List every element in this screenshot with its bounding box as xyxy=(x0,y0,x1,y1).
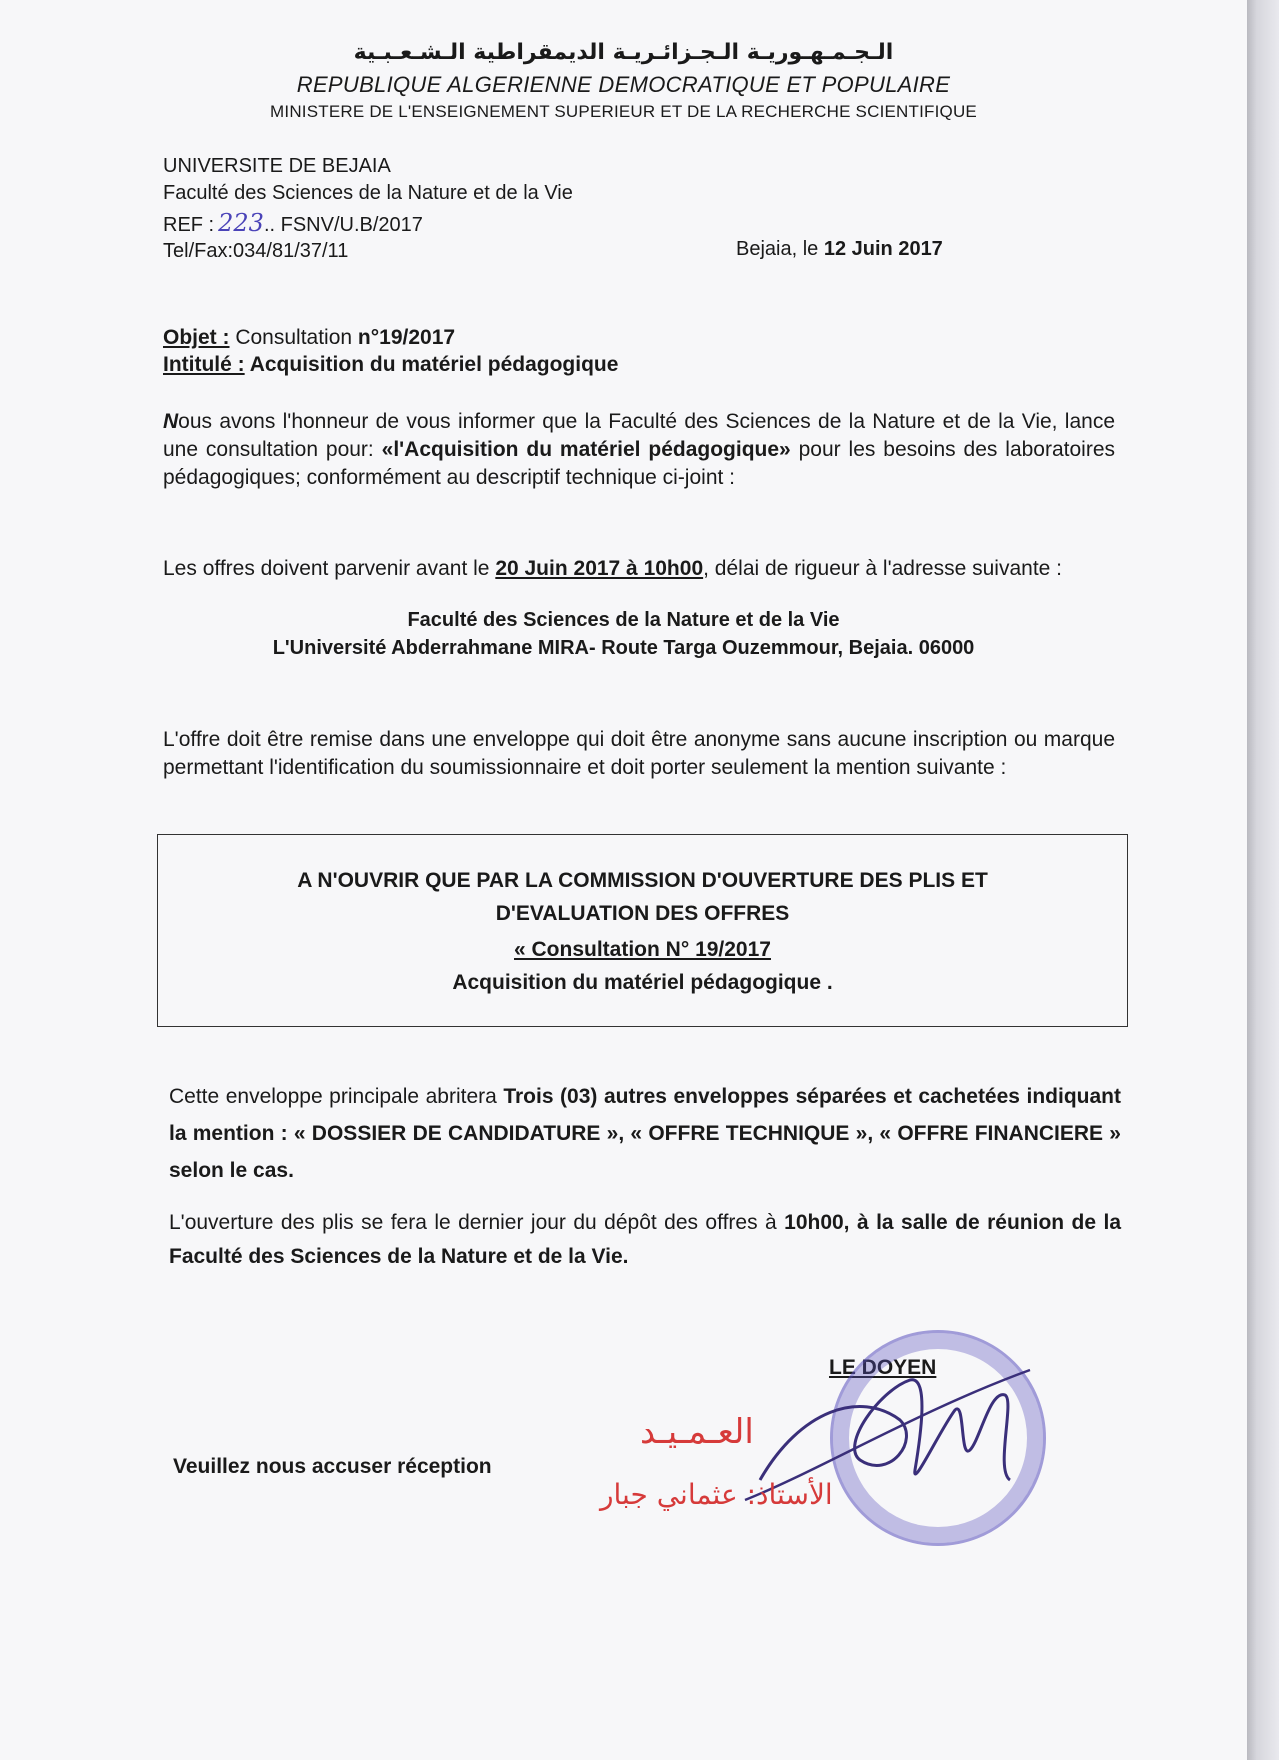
sender-tel: Tel/Fax:034/81/37/11 xyxy=(163,240,349,262)
mention-line-3: « Consultation N° 19/2017 xyxy=(514,938,771,961)
header-ministry: MINISTERE DE L'ENSEIGNEMENT SUPERIEUR ET DE LA RECHERCHE SCIENTIFIQUE xyxy=(270,102,977,121)
mention-line-4: Acquisition du matériel pédagogique . xyxy=(452,971,833,994)
opening-bold: 10h00, à la salle de réunion de la Faculté des Sciences de la Nature et de la Vie. xyxy=(169,1211,1121,1268)
intitule-text: Acquisition du matériel pédagogique xyxy=(244,353,619,376)
mention-line-1: A N'OUVRIR QUE PAR LA COMMISSION D'OUVERTURE DES PLIS ET xyxy=(297,869,988,892)
intro-text-a: ous avons l'honneur de vous informer que la Faculté des Sciences de la Nature et de la Vie, lance une consultation pour: xyxy=(163,410,1115,461)
intitule-label: Intitulé : xyxy=(163,353,245,376)
receipt-request: Veuillez nous accuser réception xyxy=(173,1455,492,1478)
paragraph-inner-envelopes xyxy=(169,1078,1121,1189)
inner-envelopes-text: Cette enveloppe principale abritera xyxy=(169,1085,504,1108)
header-republic: REPUBLIQUE ALGERIENNE DEMOCRATIQUE ET POPULAIRE xyxy=(296,72,951,97)
mention-box xyxy=(157,834,1128,1027)
date-prefix: Bejaia, le xyxy=(736,238,824,260)
scan-edge xyxy=(1247,0,1279,1760)
ref-number-handwritten: 223 xyxy=(218,209,264,237)
sender-ref xyxy=(163,209,423,237)
paragraph-envelope: L'offre doit être remise dans une enveloppe qui doit être anonyme sans aucune inscription ou marque permettant l'identification du soumissionnaire et doit porter seulement la mention suivante : xyxy=(163,728,1115,779)
sender-university: UNIVERSITE DE BEJAIA xyxy=(163,155,391,177)
inner-envelopes-bold: Trois (03) autres enveloppes séparées et cachetées indiquant la mention : « DOSSIER DE CANDIDATURE », « OFFRE TECHNIQUE », « OFFRE FINANCIERE » selon le cas. xyxy=(169,1085,1121,1182)
address-line-1: Faculté des Sciences de la Nature et de la Vie xyxy=(407,609,840,631)
subject-objet xyxy=(163,326,455,350)
objet-label: Objet : xyxy=(163,326,230,349)
arabic-name-stamp: الأستاذ: عثماني جبار xyxy=(600,1478,833,1511)
signatory-title: LE DOYEN xyxy=(829,1356,937,1379)
header-arabic: الـجـمـهـوريـة الـجـزائـريـة الديمقراطية الـشـعـبـية xyxy=(353,40,894,65)
date-value: 12 Juin 2017 xyxy=(823,238,943,260)
paragraph-opening xyxy=(169,1206,1121,1274)
intro-text-b: pour les besoins des laboratoires pédagogiques; conformément au descriptif technique ci-joint : xyxy=(163,438,1116,489)
mention-line-2: D'EVALUATION DES OFFRES xyxy=(495,902,790,925)
arabic-title-stamp: العـمـيـد xyxy=(640,1412,754,1452)
intro-first-letter: N xyxy=(163,410,179,433)
mention-line-3-wrap xyxy=(158,938,1127,962)
paragraph-intro xyxy=(163,408,1115,492)
handwritten-signature xyxy=(740,1350,1040,1540)
letter-date xyxy=(736,238,943,261)
subject-intitule xyxy=(163,353,618,377)
intro-bold: «l'Acquisition du matériel pédagogique» xyxy=(381,438,791,461)
address-line-2: L'Université Abderrahmane MIRA- Route Targa Ouzemmour, Bejaia. 06000 xyxy=(272,637,975,659)
paragraph-deadline xyxy=(163,555,1115,583)
ref-label: REF : xyxy=(163,214,215,236)
deadline-text-a: Les offres doivent parvenir avant le xyxy=(163,557,496,580)
sender-faculty: Faculté des Sciences de la Nature et de la Vie xyxy=(163,182,573,204)
deadline-text-b: , délai de rigueur à l'adresse suivante : xyxy=(703,557,1063,580)
objet-number: n°19/2017 xyxy=(357,326,456,349)
deadline-value: 20 Juin 2017 à 10h00 xyxy=(495,557,704,580)
ref-suffix: .. FSNV/U.B/2017 xyxy=(263,214,423,236)
opening-text: L'ouverture des plis se fera le dernier jour du dépôt des offres à xyxy=(169,1211,785,1234)
objet-text: Consultation xyxy=(229,326,358,349)
